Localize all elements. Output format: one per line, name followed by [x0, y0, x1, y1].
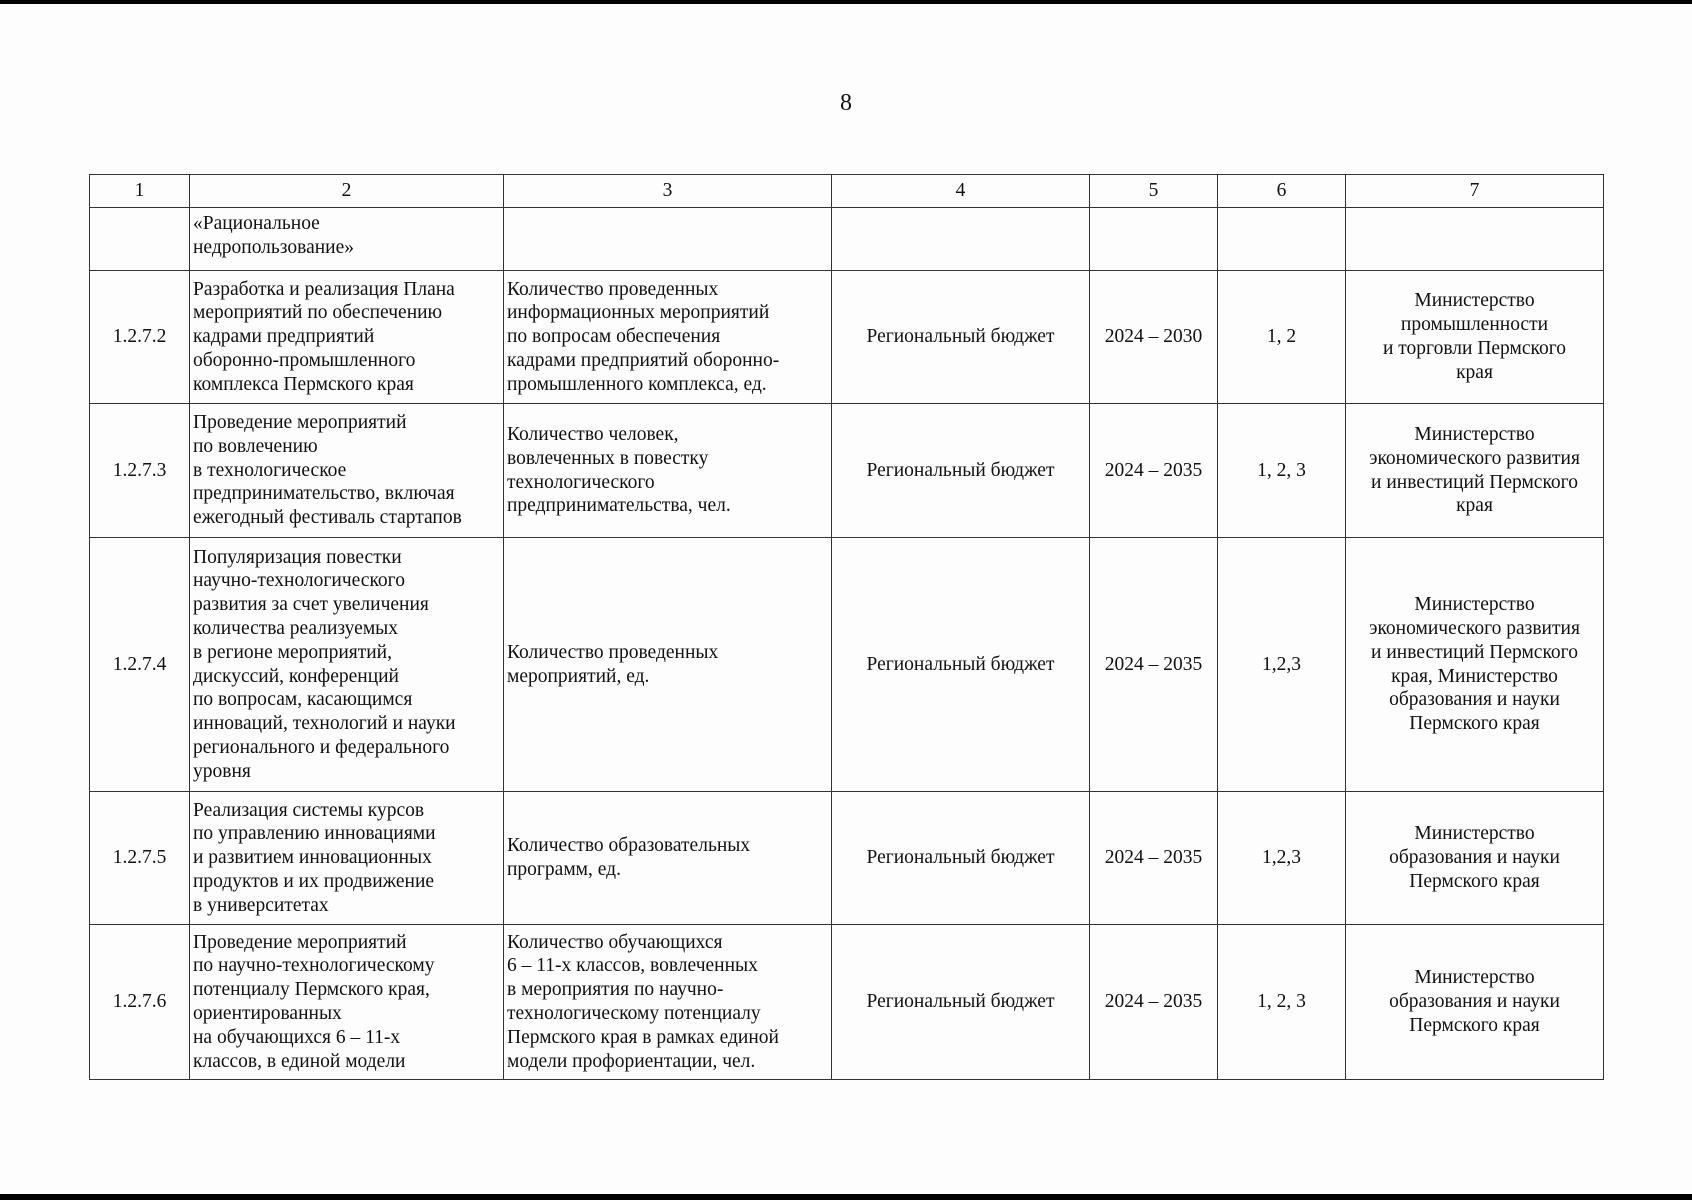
scan-bottom-edge	[0, 1194, 1692, 1200]
indicator-cell: Количество проведенных мероприятий, ед.	[504, 538, 832, 792]
table-row	[90, 792, 1604, 925]
funding-source-cell: Региональный бюджет	[832, 925, 1090, 1080]
row-number-cell	[90, 208, 190, 271]
page-number: 8	[840, 90, 852, 116]
funding-source-cell	[832, 208, 1090, 271]
column-header: 3	[504, 175, 832, 208]
measure-name-cell: Реализация системы курсов по управлению инновациями и развитием инновационных продуктов и их продвижение в университетах	[190, 792, 504, 925]
tasks-cell: 1, 2	[1218, 271, 1346, 404]
indicator-cell: Количество образовательных программ, ед.	[504, 792, 832, 925]
period-cell: 2024 – 2035	[1090, 792, 1218, 925]
period-cell: 2024 – 2035	[1090, 404, 1218, 538]
row-number-cell: 1.2.7.6	[90, 925, 190, 1080]
executor-cell	[1346, 208, 1604, 271]
executor-cell: Министерство образования и науки Пермского края	[1346, 792, 1604, 925]
funding-source-cell: Региональный бюджет	[832, 538, 1090, 792]
column-header: 2	[190, 175, 504, 208]
executor-cell: Министерство экономического развития и инвестиций Пермского края, Министерство образования и науки Пермского края	[1346, 538, 1604, 792]
indicator-cell: Количество обучающихся 6 – 11-х классов, вовлеченных в мероприятия по научно- технологическому потенциалу Пермского края в рамках единой модели профориентации, чел.	[504, 925, 832, 1080]
table-row	[90, 208, 1604, 271]
executor-cell: Министерство экономического развития и инвестиций Пермского края	[1346, 404, 1604, 538]
indicator-cell: Количество человек, вовлеченных в повестку технологического предпринимательства, чел.	[504, 404, 832, 538]
tasks-cell: 1,2,3	[1218, 538, 1346, 792]
funding-source-cell: Региональный бюджет	[832, 792, 1090, 925]
row-number-cell: 1.2.7.2	[90, 271, 190, 404]
period-cell: 2024 – 2035	[1090, 538, 1218, 792]
executor-cell: Министерство образования и науки Пермского края	[1346, 925, 1604, 1080]
period-cell: 2024 – 2030	[1090, 271, 1218, 404]
table-header-row	[90, 175, 1604, 208]
row-number-cell: 1.2.7.4	[90, 538, 190, 792]
table-row	[90, 538, 1604, 792]
tasks-cell	[1218, 208, 1346, 271]
period-cell: 2024 – 2035	[1090, 925, 1218, 1080]
row-number-cell: 1.2.7.3	[90, 404, 190, 538]
period-cell	[1090, 208, 1218, 271]
tasks-cell: 1,2,3	[1218, 792, 1346, 925]
measure-name-cell: Популяризация повестки научно-технологического развития за счет увеличения количества реализуемых в регионе мероприятий, дискуссий, конференций по вопросам, касающимся инноваций, технологий и науки регионального и федерального уровня	[190, 538, 504, 792]
measure-name-cell: Проведение мероприятий по вовлечению в технологическое предпринимательство, включая ежегодный фестиваль стартапов	[190, 404, 504, 538]
column-header: 4	[832, 175, 1090, 208]
table-row	[90, 925, 1604, 1080]
table-row	[90, 404, 1604, 538]
column-header: 5	[1090, 175, 1218, 208]
row-number-cell: 1.2.7.5	[90, 792, 190, 925]
measures-table	[89, 174, 1604, 1080]
measure-name-cell: «Рациональное недропользование»	[190, 208, 504, 271]
column-header: 1	[90, 175, 190, 208]
executor-cell: Министерство промышленности и торговли Пермского края	[1346, 271, 1604, 404]
measure-name-cell: Проведение мероприятий по научно-технологическому потенциалу Пермского края, ориентированных на обучающихся 6 – 11-х классов, в единой модели	[190, 925, 504, 1080]
scan-top-edge	[0, 0, 1692, 4]
indicator-cell	[504, 208, 832, 271]
funding-source-cell: Региональный бюджет	[832, 271, 1090, 404]
measure-name-cell: Разработка и реализация Плана мероприятий по обеспечению кадрами предприятий оборонно-промышленного комплекса Пермского края	[190, 271, 504, 404]
funding-source-cell: Региональный бюджет	[832, 404, 1090, 538]
column-header: 7	[1346, 175, 1604, 208]
table-row	[90, 271, 1604, 404]
column-header: 6	[1218, 175, 1346, 208]
tasks-cell: 1, 2, 3	[1218, 925, 1346, 1080]
indicator-cell: Количество проведенных информационных мероприятий по вопросам обеспечения кадрами предприятий оборонно- промышленного комплекса, ед.	[504, 271, 832, 404]
tasks-cell: 1, 2, 3	[1218, 404, 1346, 538]
